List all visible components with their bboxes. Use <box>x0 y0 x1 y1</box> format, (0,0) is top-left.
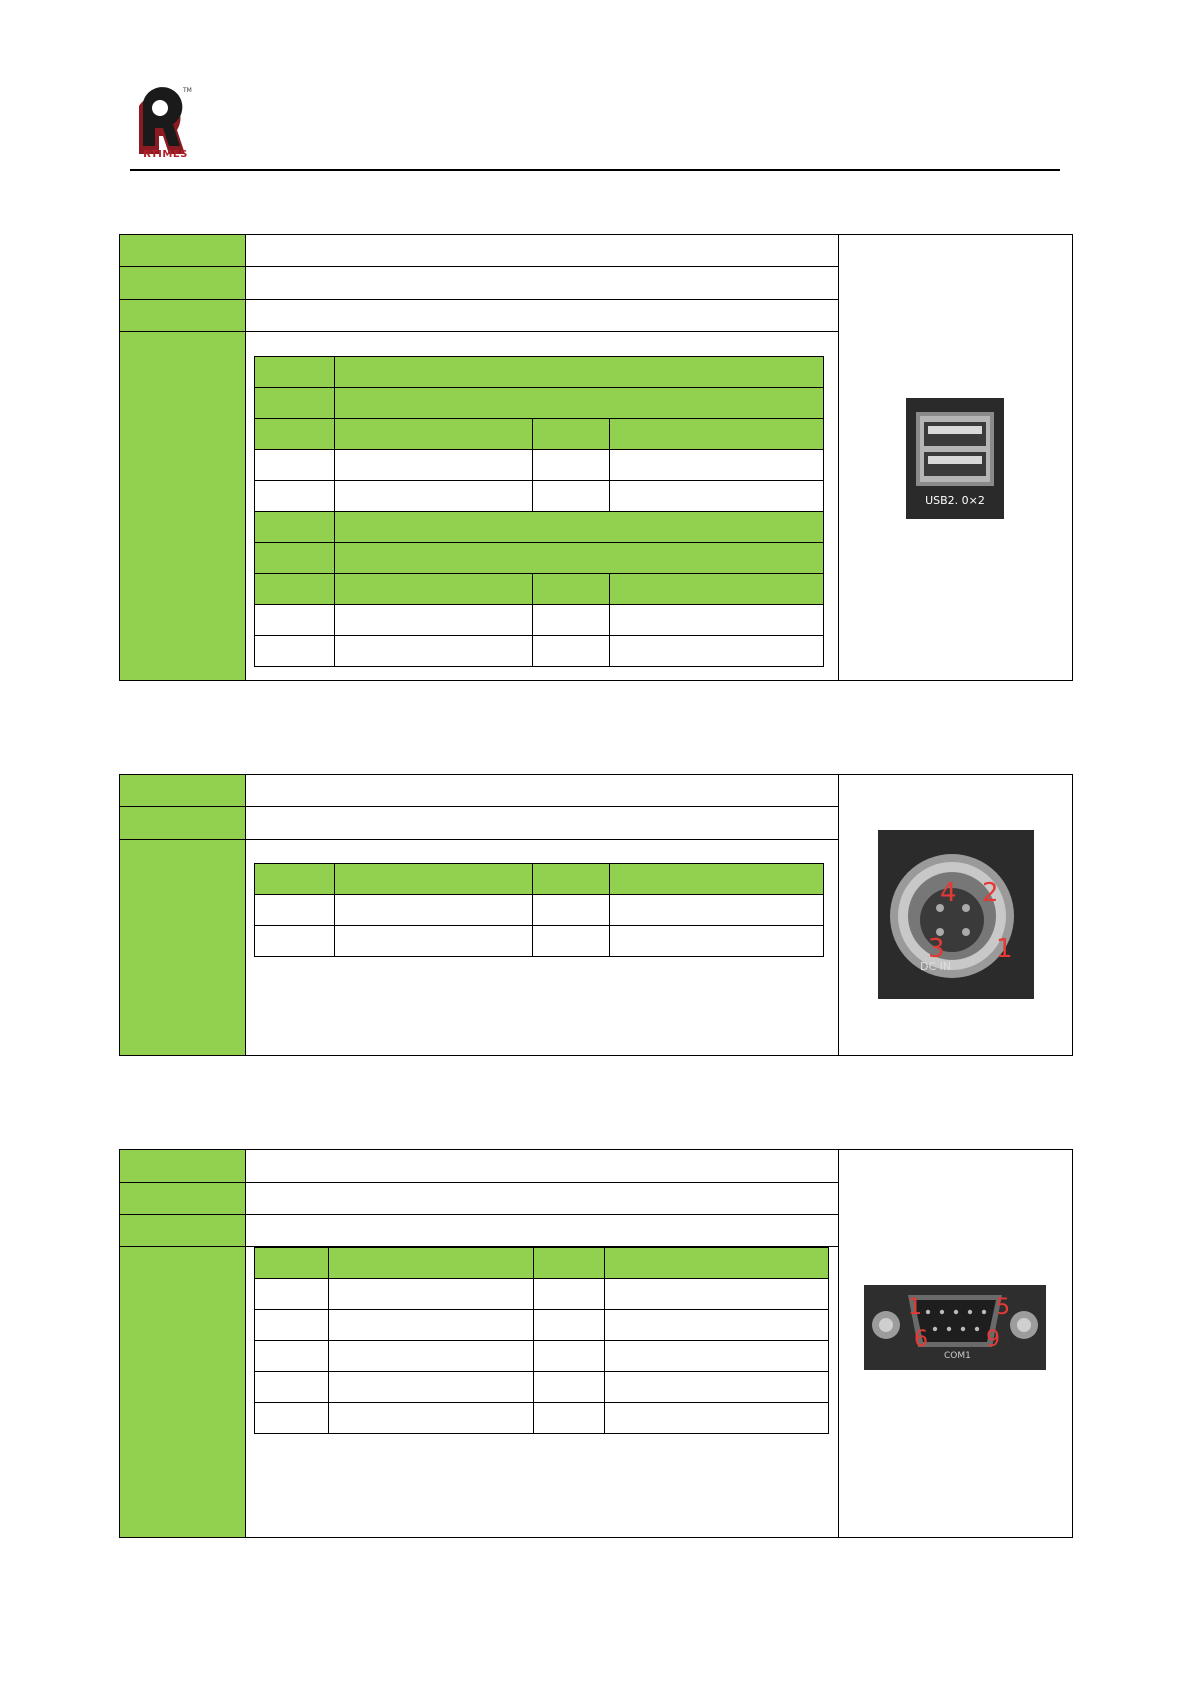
usb1-pin-row <box>255 481 824 512</box>
com-value-row-1 <box>245 1150 838 1183</box>
dcin-pin-label-4: 4 <box>940 878 957 908</box>
com-pin-row <box>255 1310 829 1341</box>
usb-value-row-3 <box>245 300 838 332</box>
com-pinout-grid <box>254 1247 829 1434</box>
com-pin-row <box>255 1341 829 1372</box>
header-divider <box>130 169 1060 171</box>
usb-port-photo <box>906 398 1004 519</box>
com-pin-row <box>255 1403 829 1434</box>
com-photo-caption: COM1 <box>944 1351 971 1361</box>
svg-text:TM: TM <box>183 87 192 94</box>
dcin-pin-row <box>255 926 824 957</box>
usb-pinout-grid <box>254 356 824 667</box>
dcin-pin-label-2: 2 <box>982 878 999 908</box>
com-spec-table <box>119 1149 1073 1538</box>
usb-label-row-1 <box>120 235 245 267</box>
usb-value-row-1 <box>245 235 838 267</box>
usb1-pin-row <box>255 450 824 481</box>
usb2-pin-row <box>255 605 824 636</box>
com-pin-label-9: 9 <box>986 1327 1000 1352</box>
com-label-row-2 <box>120 1183 245 1215</box>
usb-photo-caption: USB2. 0×2 <box>925 494 985 507</box>
com-pin-label-5: 5 <box>996 1295 1010 1320</box>
com-pin-row <box>255 1372 829 1403</box>
usb2-subheader-row <box>255 543 824 574</box>
com-pin-label-1: 1 <box>908 1295 922 1320</box>
usb1-column-header-row <box>255 419 824 450</box>
com-pin-row <box>255 1279 829 1310</box>
usb2-header-row <box>255 512 824 543</box>
usb-value-row-2 <box>245 267 838 300</box>
usb1-subheader-row <box>255 388 824 419</box>
usb2-pin-row <box>255 636 824 667</box>
dcin-spec-table <box>119 774 1073 1056</box>
dcin-pin-row <box>255 895 824 926</box>
dcin-port-photo <box>878 830 1034 999</box>
usb1-header-row <box>255 357 824 388</box>
dcin-pinout-grid <box>254 863 824 957</box>
dcin-connector-icon <box>878 830 1034 999</box>
com-label-row-1 <box>120 1150 245 1183</box>
com-label-row-3 <box>120 1215 245 1247</box>
dcin-label-row-1 <box>120 775 245 807</box>
logo-wordmark: RTIMES <box>143 149 188 160</box>
dcin-value-row-2 <box>245 807 838 840</box>
com-port-photo <box>864 1285 1046 1370</box>
usb-label-row-2 <box>120 267 245 300</box>
dcin-pin-label-1: 1 <box>996 934 1013 964</box>
com-value-row-2 <box>245 1183 838 1215</box>
dcin-photo-caption: DC IN <box>920 960 952 973</box>
dcin-value-row-1 <box>245 775 838 807</box>
page-header <box>0 0 1192 175</box>
dcin-column-header-row <box>255 864 824 895</box>
usb-label-row-3 <box>120 300 245 332</box>
dcin-label-row-2 <box>120 807 245 840</box>
usb-spec-table <box>119 234 1073 681</box>
usb2-column-header-row <box>255 574 824 605</box>
dcin-pin-label-3: 3 <box>928 934 945 964</box>
com-value-row-3 <box>245 1215 838 1247</box>
com-column-header-row <box>255 1248 829 1279</box>
com-pin-label-6: 6 <box>914 1327 928 1352</box>
